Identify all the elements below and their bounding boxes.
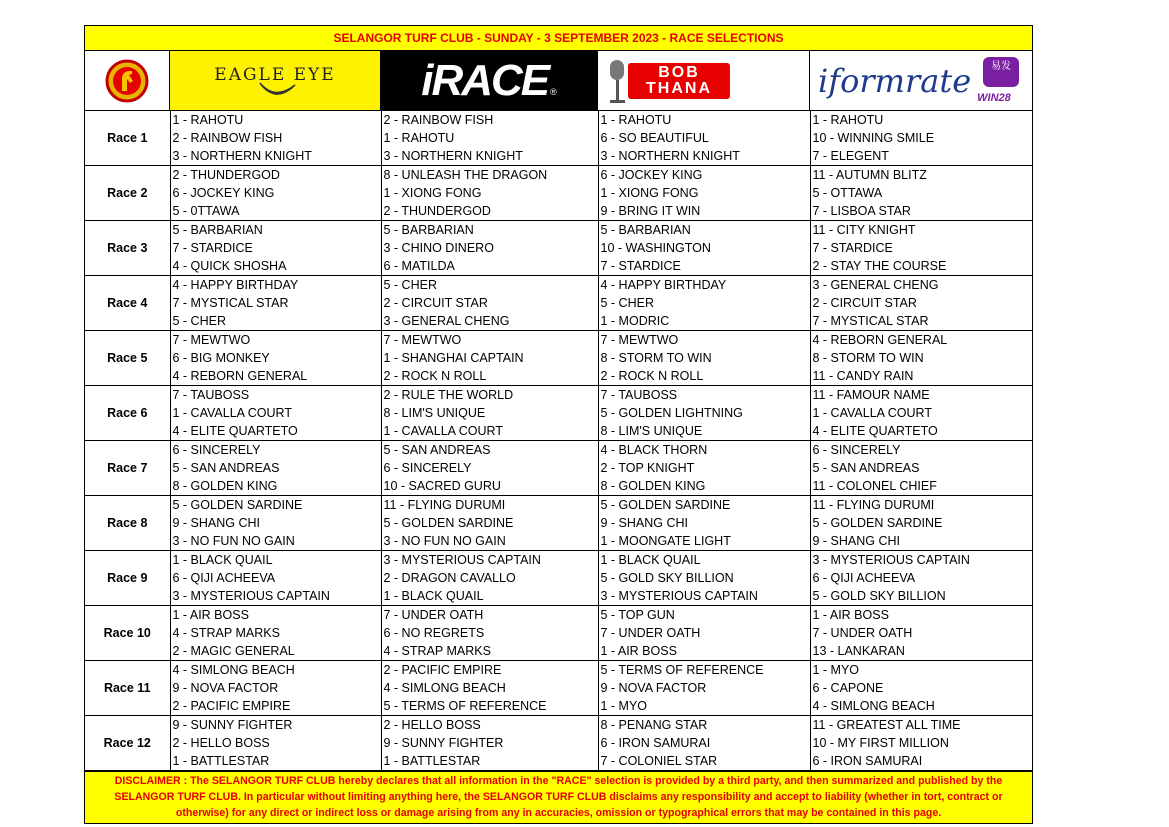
bob-thana-logo xyxy=(598,51,810,110)
horse-pick: 11 - GREATEST ALL TIME xyxy=(812,718,961,732)
tipster-selection-cell xyxy=(598,716,810,771)
tipster-selection-cell xyxy=(810,331,1032,386)
race-row xyxy=(85,716,1032,771)
horse-pick: 5 - TOP GUN xyxy=(600,608,675,622)
horse-pick: 1 - AIR BOSS xyxy=(172,608,249,622)
horse-pick: 1 - BATTLESTAR xyxy=(383,754,481,768)
bob-thana-line1: BOB xyxy=(658,63,700,81)
horse-pick: 4 - REBORN GENERAL xyxy=(812,333,948,347)
horse-pick: 3 - GENERAL CHENG xyxy=(812,278,939,292)
horse-pick: 6 - SINCERELY xyxy=(812,443,901,457)
horse-pick: 6 - IRON SAMURAI xyxy=(600,736,711,750)
horse-pick: 6 - SO BEAUTIFUL xyxy=(600,131,709,145)
horse-pick: 10 - MY FIRST MILLION xyxy=(812,736,949,750)
horse-pick: 1 - BATTLESTAR xyxy=(172,754,270,768)
horse-pick: 9 - SHANG CHI xyxy=(812,534,901,548)
selangor-turf-club-logo xyxy=(85,51,170,110)
tipster-selection-cell xyxy=(170,276,381,331)
horse-pick: 7 - MEWTWO xyxy=(383,333,462,347)
horse-pick: 1 - MODRIC xyxy=(600,314,670,328)
horse-pick: 10 - WINNING SMILE xyxy=(812,131,935,145)
horse-pick: 1 - BLACK QUAIL xyxy=(172,553,273,567)
tipster-selection-cell xyxy=(810,716,1032,771)
horse-pick: 6 - IRON SAMURAI xyxy=(812,754,923,768)
horse-pick: 5 - GOLDEN SARDINE xyxy=(600,498,731,512)
horse-pick: 5 - GOLD SKY BILLION xyxy=(812,589,946,603)
race-row xyxy=(85,441,1032,496)
tipster-selection-cell xyxy=(381,276,598,331)
page-title: SELANGOR TURF CLUB - SUNDAY - 3 SEPTEMBER 2023 - RACE SELECTIONS xyxy=(85,26,1032,51)
race-row xyxy=(85,661,1032,716)
tipster-selection-cell xyxy=(381,716,598,771)
horse-pick: 1 - XIONG FONG xyxy=(600,186,699,200)
tipster-selection-cell xyxy=(598,551,810,606)
horse-pick: 11 - COLONEL CHIEF xyxy=(812,479,937,493)
horse-pick: 3 - GENERAL CHENG xyxy=(383,314,510,328)
race-row xyxy=(85,386,1032,441)
irace-text: iRACE xyxy=(421,55,549,105)
selections-table xyxy=(85,111,1032,771)
race-label: Race 10 xyxy=(85,606,170,661)
horse-pick: 2 - ROCK N ROLL xyxy=(600,369,704,383)
horse-pick: 4 - STRAP MARKS xyxy=(383,644,491,658)
horse-pick: 11 - FLYING DURUMI xyxy=(383,498,506,512)
horse-pick: 3 - NO FUN NO GAIN xyxy=(383,534,506,548)
tipster-selection-cell xyxy=(598,276,810,331)
horse-pick: 8 - PENANG STAR xyxy=(600,718,708,732)
horse-pick: 1 - RAHOTU xyxy=(383,131,455,145)
horse-pick: 7 - TAUBOSS xyxy=(600,388,678,402)
horse-pick: 10 - SACRED GURU xyxy=(383,479,501,493)
horse-pick: 5 - CHER xyxy=(600,296,654,310)
horse-pick: 5 - CHER xyxy=(383,278,437,292)
horse-pick: 7 - MEWTWO xyxy=(172,333,251,347)
tipster-selection-cell xyxy=(170,111,381,166)
horse-pick: 2 - CIRCUIT STAR xyxy=(383,296,488,310)
race-label: Race 6 xyxy=(85,386,170,441)
horse-pick: 5 - TERMS OF REFERENCE xyxy=(383,699,547,713)
horse-pick: 11 - CITY KNIGHT xyxy=(812,223,916,237)
tipster-selection-cell xyxy=(381,496,598,551)
race-row xyxy=(85,111,1032,166)
horse-pick: 9 - SHANG CHI xyxy=(600,516,689,530)
horse-pick: 6 - NO REGRETS xyxy=(383,626,485,640)
horse-pick: 1 - RAHOTU xyxy=(600,113,672,127)
horse-pick: 6 - SINCERELY xyxy=(172,443,261,457)
race-row xyxy=(85,496,1032,551)
horse-pick: 5 - BARBARIAN xyxy=(600,223,691,237)
tipster-selection-cell xyxy=(598,111,810,166)
tipster-selection-cell xyxy=(810,166,1032,221)
horse-pick: 7 - STARDICE xyxy=(172,241,253,255)
iformrate-cn-text: 易发 xyxy=(991,60,1012,72)
tipster-logos-row xyxy=(85,51,1032,111)
race-row xyxy=(85,276,1032,331)
race-label: Race 9 xyxy=(85,551,170,606)
horse-pick: 9 - NOVA FACTOR xyxy=(600,681,707,695)
horse-pick: 7 - COLONIEL STAR xyxy=(600,754,718,768)
horse-pick: 13 - LANKARAN xyxy=(812,644,905,658)
horse-pick: 7 - LISBOA STAR xyxy=(812,204,911,218)
tipster-selection-cell xyxy=(381,661,598,716)
tipster-selection-cell xyxy=(598,606,810,661)
win28-text: WIN28 xyxy=(977,91,1011,104)
race-label: Race 3 xyxy=(85,221,170,276)
race-row xyxy=(85,606,1032,661)
horse-pick: 7 - UNDER OATH xyxy=(600,626,701,640)
horse-pick: 4 - SIMLONG BEACH xyxy=(172,663,295,677)
horse-pick: 2 - THUNDERGOD xyxy=(383,204,491,218)
horse-pick: 6 - JOCKEY KING xyxy=(600,168,703,182)
horse-pick: 8 - STORM TO WIN xyxy=(600,351,712,365)
horse-pick: 5 - GOLD SKY BILLION xyxy=(600,571,734,585)
horse-pick: 5 - CHER xyxy=(172,314,226,328)
tipster-selection-cell xyxy=(810,441,1032,496)
horse-pick: 11 - FLYING DURUMI xyxy=(812,498,935,512)
tipster-selection-cell xyxy=(381,606,598,661)
horse-pick: 2 - HELLO BOSS xyxy=(383,718,481,732)
horse-pick: 4 - HAPPY BIRTHDAY xyxy=(172,278,299,292)
horse-pick: 1 - MOONGATE LIGHT xyxy=(600,534,731,548)
horse-pick: 7 - STARDICE xyxy=(600,259,681,273)
horse-pick: 2 - DRAGON CAVALLO xyxy=(383,571,516,585)
race-selections-sheet xyxy=(84,25,1033,824)
horse-pick: 3 - NORTHERN KNIGHT xyxy=(172,149,312,163)
tipster-selection-cell xyxy=(170,496,381,551)
horse-pick: 7 - UNDER OATH xyxy=(383,608,484,622)
horse-pick: 2 - PACIFIC EMPIRE xyxy=(172,699,291,713)
horse-pick: 8 - GOLDEN KING xyxy=(600,479,706,493)
horse-pick: 6 - JOCKEY KING xyxy=(172,186,275,200)
horse-head-emblem-icon xyxy=(105,59,149,103)
horse-pick: 6 - CAPONE xyxy=(812,681,884,695)
race-row xyxy=(85,551,1032,606)
horse-pick: 3 - CHINO DINERO xyxy=(383,241,494,255)
horse-pick: 1 - BLACK QUAIL xyxy=(383,589,484,603)
tipster-selection-cell xyxy=(810,386,1032,441)
tipster-selection-cell xyxy=(598,331,810,386)
tipster-selection-cell xyxy=(381,441,598,496)
tipster-selection-cell xyxy=(810,661,1032,716)
horse-pick: 6 - BIG MONKEY xyxy=(172,351,270,365)
horse-pick: 9 - SUNNY FIGHTER xyxy=(383,736,504,750)
tipster-selection-cell xyxy=(810,111,1032,166)
tipster-selection-cell xyxy=(170,551,381,606)
horse-pick: 7 - TAUBOSS xyxy=(172,388,250,402)
race-label: Race 7 xyxy=(85,441,170,496)
horse-pick: 9 - BRING IT WIN xyxy=(600,204,701,218)
horse-pick: 2 - ROCK N ROLL xyxy=(383,369,487,383)
horse-pick: 7 - MEWTWO xyxy=(600,333,679,347)
horse-pick: 3 - MYSTERIOUS CAPTAIN xyxy=(172,589,330,603)
horse-pick: 6 - QIJI ACHEEVA xyxy=(812,571,916,585)
horse-pick: 5 - GOLDEN LIGHTNING xyxy=(600,406,743,420)
horse-pick: 7 - MYSTICAL STAR xyxy=(172,296,289,310)
tipster-selection-cell xyxy=(810,606,1032,661)
horse-pick: 6 - MATILDA xyxy=(383,259,455,273)
tipster-selection-cell xyxy=(170,606,381,661)
tipster-selection-cell xyxy=(810,276,1032,331)
horse-pick: 2 - MAGIC GENERAL xyxy=(172,644,295,658)
horse-pick: 1 - CAVALLA COURT xyxy=(383,424,503,438)
horse-pick: 2 - CIRCUIT STAR xyxy=(812,296,917,310)
tipster-selection-cell xyxy=(170,166,381,221)
horse-pick: 5 - GOLDEN SARDINE xyxy=(172,498,303,512)
race-row xyxy=(85,166,1032,221)
tipster-selection-cell xyxy=(598,496,810,551)
horse-pick: 11 - AUTUMN BLITZ xyxy=(812,168,927,182)
horse-pick: 5 - BARBARIAN xyxy=(172,223,263,237)
horse-pick: 4 - QUICK SHOSHA xyxy=(172,259,287,273)
horse-pick: 8 - LIM'S UNIQUE xyxy=(600,424,703,438)
horse-pick: 5 - 0TTAWA xyxy=(172,204,240,218)
tipster-selection-cell xyxy=(810,551,1032,606)
horse-pick: 9 - SUNNY FIGHTER xyxy=(172,718,293,732)
race-label: Race 12 xyxy=(85,716,170,771)
horse-pick: 5 - BARBARIAN xyxy=(383,223,474,237)
bob-thana-badge xyxy=(628,63,730,99)
horse-pick: 5 - SAN ANDREAS xyxy=(172,461,280,475)
horse-pick: 1 - RAHOTU xyxy=(812,113,884,127)
horse-pick: 8 - UNLEASH THE DRAGON xyxy=(383,168,548,182)
win28-horse-icon xyxy=(983,57,1019,87)
horse-pick: 2 - STAY THE COURSE xyxy=(812,259,947,273)
horse-pick: 5 - OTTAWA xyxy=(812,186,883,200)
race-label: Race 2 xyxy=(85,166,170,221)
race-label: Race 11 xyxy=(85,661,170,716)
horse-pick: 5 - SAN ANDREAS xyxy=(812,461,920,475)
registered-mark-icon: ® xyxy=(550,86,557,97)
race-label: Race 1 xyxy=(85,111,170,166)
tipster-selection-cell xyxy=(381,221,598,276)
horse-pick: 7 - MYSTICAL STAR xyxy=(812,314,929,328)
tipster-selection-cell xyxy=(810,496,1032,551)
tipster-selection-cell xyxy=(598,661,810,716)
horse-pick: 7 - STARDICE xyxy=(812,241,893,255)
horse-pick: 3 - MYSTERIOUS CAPTAIN xyxy=(812,553,970,567)
tipster-selection-cell xyxy=(381,551,598,606)
tipster-selection-cell xyxy=(598,166,810,221)
horse-pick: 5 - GOLDEN SARDINE xyxy=(812,516,943,530)
horse-pick: 8 - STORM TO WIN xyxy=(812,351,924,365)
tipster-selection-cell xyxy=(810,221,1032,276)
horse-pick: 4 - SIMLONG BEACH xyxy=(812,699,935,713)
horse-pick: 1 - RAHOTU xyxy=(172,113,244,127)
tipster-selection-cell xyxy=(381,166,598,221)
horse-pick: 1 - AIR BOSS xyxy=(812,608,889,622)
horse-pick: 10 - WASHINGTON xyxy=(600,241,711,255)
horse-pick: 11 - CANDY RAIN xyxy=(812,369,914,383)
horse-pick: 3 - NORTHERN KNIGHT xyxy=(600,149,740,163)
tipster-selection-cell xyxy=(598,386,810,441)
horse-pick: 2 - RAINBOW FISH xyxy=(383,113,494,127)
horse-pick: 2 - HELLO BOSS xyxy=(172,736,270,750)
horse-pick: 3 - MYSTERIOUS CAPTAIN xyxy=(600,589,758,603)
horse-pick: 3 - NORTHERN KNIGHT xyxy=(383,149,523,163)
iformrate-logo xyxy=(810,51,1032,110)
horse-pick: 1 - XIONG FONG xyxy=(383,186,482,200)
horse-pick: 1 - MYO xyxy=(600,699,648,713)
eagle-eye-text: EAGLE EYE xyxy=(214,65,336,85)
tipster-selection-cell xyxy=(598,221,810,276)
horse-pick: 2 - PACIFIC EMPIRE xyxy=(383,663,502,677)
horse-pick: 1 - CAVALLA COURT xyxy=(812,406,932,420)
tipster-selection-cell xyxy=(381,331,598,386)
horse-pick: 2 - RULE THE WORLD xyxy=(383,388,514,402)
tipster-selection-cell xyxy=(381,111,598,166)
race-row xyxy=(85,221,1032,276)
disclaimer: DISCLAIMER : The SELANGOR TURF CLUB hereby declares that all information in the "RACE" selection is provided by a third party, and then summarized and published by the SELANGOR TURF CLUB. In particular without limiting anything here, the SELANGOR TURF CLUB disclaims any responsibility and accept to liability (whether in tort, contract or otherwise) for any direct or indirect loss or damage arising from any in accuracies, omission or typographical errors that may be contained in this page. xyxy=(85,771,1032,823)
horse-pick: 6 - QIJI ACHEEVA xyxy=(172,571,276,585)
race-label: Race 8 xyxy=(85,496,170,551)
horse-pick: 4 - ELITE QUARTETO xyxy=(172,424,298,438)
horse-pick: 8 - LIM'S UNIQUE xyxy=(383,406,486,420)
horse-pick: 1 - BLACK QUAIL xyxy=(600,553,701,567)
horse-pick: 1 - CAVALLA COURT xyxy=(172,406,292,420)
race-label: Race 4 xyxy=(85,276,170,331)
horse-pick: 4 - STRAP MARKS xyxy=(172,626,280,640)
horse-pick: 2 - THUNDERGOD xyxy=(172,168,280,182)
tipster-selection-cell xyxy=(170,386,381,441)
horse-pick: 7 - ELEGENT xyxy=(812,149,889,163)
horse-pick: 11 - FAMOUR NAME xyxy=(812,388,930,402)
horse-pick: 3 - NO FUN NO GAIN xyxy=(172,534,295,548)
horse-pick: 4 - BLACK THORN xyxy=(600,443,708,457)
horse-pick: 6 - SINCERELY xyxy=(383,461,472,475)
horse-pick: 4 - SIMLONG BEACH xyxy=(383,681,506,695)
tipster-selection-cell xyxy=(170,661,381,716)
iformrate-text: iformrate xyxy=(818,61,972,100)
horse-pick: 8 - GOLDEN KING xyxy=(172,479,278,493)
tipster-selection-cell xyxy=(170,221,381,276)
horse-pick: 1 - AIR BOSS xyxy=(600,644,677,658)
bob-thana-line2: THANA xyxy=(646,79,712,97)
horse-pick: 1 - SHANGHAI CAPTAIN xyxy=(383,351,524,365)
horse-pick: 5 - TERMS OF REFERENCE xyxy=(600,663,764,677)
horse-pick: 1 - MYO xyxy=(812,663,860,677)
tipster-selection-cell xyxy=(170,441,381,496)
horse-pick: 4 - HAPPY BIRTHDAY xyxy=(600,278,727,292)
horse-pick: 7 - UNDER OATH xyxy=(812,626,913,640)
tipster-selection-cell xyxy=(381,386,598,441)
eagle-eye-logo xyxy=(170,51,381,110)
win28-badge xyxy=(975,54,1025,108)
horse-pick: 5 - SAN ANDREAS xyxy=(383,443,491,457)
horse-pick: 4 - ELITE QUARTETO xyxy=(812,424,938,438)
horse-pick: 4 - REBORN GENERAL xyxy=(172,369,308,383)
race-label: Race 5 xyxy=(85,331,170,386)
horse-pick: 2 - TOP KNIGHT xyxy=(600,461,695,475)
tipster-selection-cell xyxy=(598,441,810,496)
horse-pick: 2 - RAINBOW FISH xyxy=(172,131,283,145)
horse-pick: 3 - MYSTERIOUS CAPTAIN xyxy=(383,553,541,567)
horse-pick: 5 - GOLDEN SARDINE xyxy=(383,516,514,530)
irace-logo xyxy=(381,51,598,110)
horse-pick: 9 - SHANG CHI xyxy=(172,516,261,530)
horse-pick: 9 - NOVA FACTOR xyxy=(172,681,279,695)
race-row xyxy=(85,331,1032,386)
tipster-selection-cell xyxy=(170,716,381,771)
tipster-selection-cell xyxy=(170,331,381,386)
